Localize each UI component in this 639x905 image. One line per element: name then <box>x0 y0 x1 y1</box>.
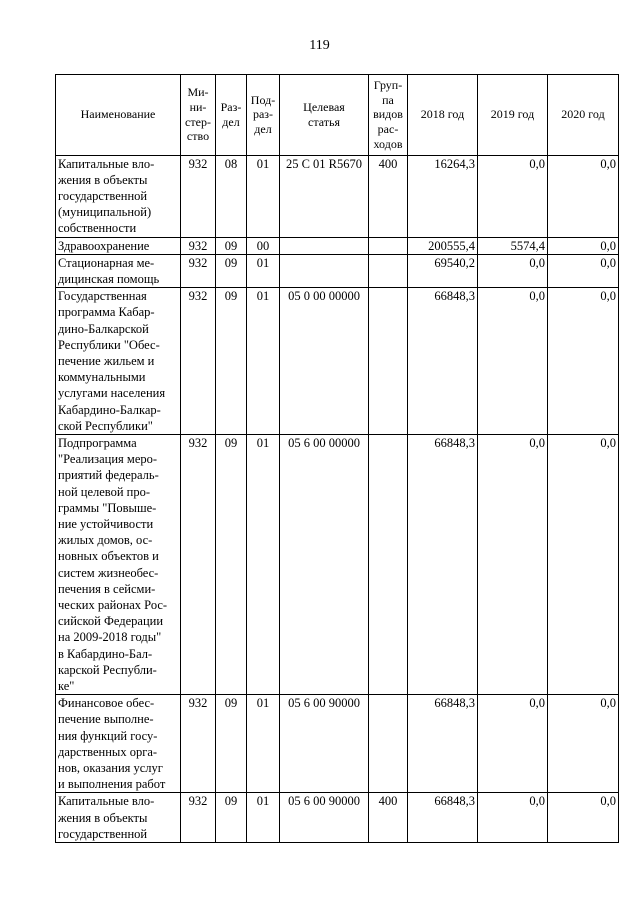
cell-subsection: 01 <box>247 288 280 435</box>
page-number: 119 <box>309 38 330 53</box>
cell-y2018: 66848,3 <box>408 288 478 435</box>
cell-y2020: 0,0 <box>548 237 619 254</box>
cell-ministry: 932 <box>181 155 216 237</box>
row-name: Стационарная ме- дицинская помощь <box>56 254 181 287</box>
cell-y2019: 0,0 <box>478 434 548 694</box>
row-name: Капитальные вло- жения в объекты государственной <box>56 793 181 843</box>
cell-section: 09 <box>216 793 247 843</box>
table-row <box>56 254 619 287</box>
cell-group <box>369 237 408 254</box>
row-name: Здравоохранение <box>56 237 181 254</box>
header-2019: 2019 год <box>478 75 548 156</box>
cell-y2019: 0,0 <box>478 155 548 237</box>
header-row <box>56 75 619 156</box>
header-subsection: Под- раз- дел <box>247 75 280 156</box>
cell-group <box>369 695 408 793</box>
cell-group <box>369 288 408 435</box>
cell-target: 25 С 01 R5670 <box>280 155 369 237</box>
cell-target: 05 6 00 90000 <box>280 793 369 843</box>
cell-y2018: 16264,3 <box>408 155 478 237</box>
cell-target: 05 6 00 00000 <box>280 434 369 694</box>
cell-target: 05 0 00 00000 <box>280 288 369 435</box>
header-ministry: Ми- ни- стер- ство <box>181 75 216 156</box>
cell-ministry: 932 <box>181 288 216 435</box>
cell-ministry: 932 <box>181 237 216 254</box>
cell-section: 08 <box>216 155 247 237</box>
cell-section: 09 <box>216 288 247 435</box>
cell-y2019: 0,0 <box>478 793 548 843</box>
row-name: Капитальные вло- жения в объекты государственной (муниципальной) собственности <box>56 155 181 237</box>
cell-y2020: 0,0 <box>548 695 619 793</box>
table-row <box>56 288 619 435</box>
cell-section: 09 <box>216 434 247 694</box>
cell-ministry: 932 <box>181 793 216 843</box>
cell-target <box>280 254 369 287</box>
cell-y2018: 69540,2 <box>408 254 478 287</box>
cell-target: 05 6 00 90000 <box>280 695 369 793</box>
budget-table <box>55 74 619 843</box>
cell-ministry: 932 <box>181 434 216 694</box>
cell-group <box>369 434 408 694</box>
cell-y2020: 0,0 <box>548 793 619 843</box>
cell-ministry: 932 <box>181 254 216 287</box>
cell-y2018: 66848,3 <box>408 434 478 694</box>
cell-y2019: 5574,4 <box>478 237 548 254</box>
row-name: Подпрограмма "Реализация меро- приятий федераль- ной целевой про- граммы "Повыше- ние устойчивости жилых домов, ос- новных объектов и систем жизнеобес- печения в сейсми- ческих районах Рос- сийской Федерации на 2009-2018 годы" в Кабардино-Бал- карской Республи- ке" <box>56 434 181 694</box>
cell-subsection: 01 <box>247 695 280 793</box>
cell-group: 400 <box>369 793 408 843</box>
cell-target <box>280 237 369 254</box>
cell-y2018: 66848,3 <box>408 695 478 793</box>
table-row <box>56 793 619 843</box>
header-name: Наименование <box>56 75 181 156</box>
table-row <box>56 237 619 254</box>
cell-y2020: 0,0 <box>548 288 619 435</box>
cell-y2020: 0,0 <box>548 155 619 237</box>
table-row <box>56 434 619 694</box>
cell-y2018: 200555,4 <box>408 237 478 254</box>
header-2018: 2018 год <box>408 75 478 156</box>
cell-subsection: 01 <box>247 254 280 287</box>
table-row <box>56 695 619 793</box>
cell-y2018: 66848,3 <box>408 793 478 843</box>
header-target: Целевая статья <box>280 75 369 156</box>
cell-subsection: 01 <box>247 434 280 694</box>
cell-subsection: 01 <box>247 155 280 237</box>
header-2020: 2020 год <box>548 75 619 156</box>
cell-y2020: 0,0 <box>548 434 619 694</box>
cell-y2019: 0,0 <box>478 288 548 435</box>
cell-group <box>369 254 408 287</box>
cell-group: 400 <box>369 155 408 237</box>
cell-section: 09 <box>216 254 247 287</box>
cell-section: 09 <box>216 237 247 254</box>
row-name: Финансовое обес- печение выполне- ния функций госу- дарственных орга- нов, оказания услуг и выполнения работ <box>56 695 181 793</box>
cell-y2019: 0,0 <box>478 695 548 793</box>
cell-ministry: 932 <box>181 695 216 793</box>
cell-section: 09 <box>216 695 247 793</box>
header-group: Груп- па видов рас- ходов <box>369 75 408 156</box>
cell-subsection: 00 <box>247 237 280 254</box>
cell-subsection: 01 <box>247 793 280 843</box>
cell-y2020: 0,0 <box>548 254 619 287</box>
table-row <box>56 155 619 237</box>
header-section: Раз- дел <box>216 75 247 156</box>
row-name: Государственная программа Кабар- дино-Балкарской Республики "Обес- печение жильем и коммунальными услугами населения Кабардино-Балкар- ской Республики" <box>56 288 181 435</box>
cell-y2019: 0,0 <box>478 254 548 287</box>
